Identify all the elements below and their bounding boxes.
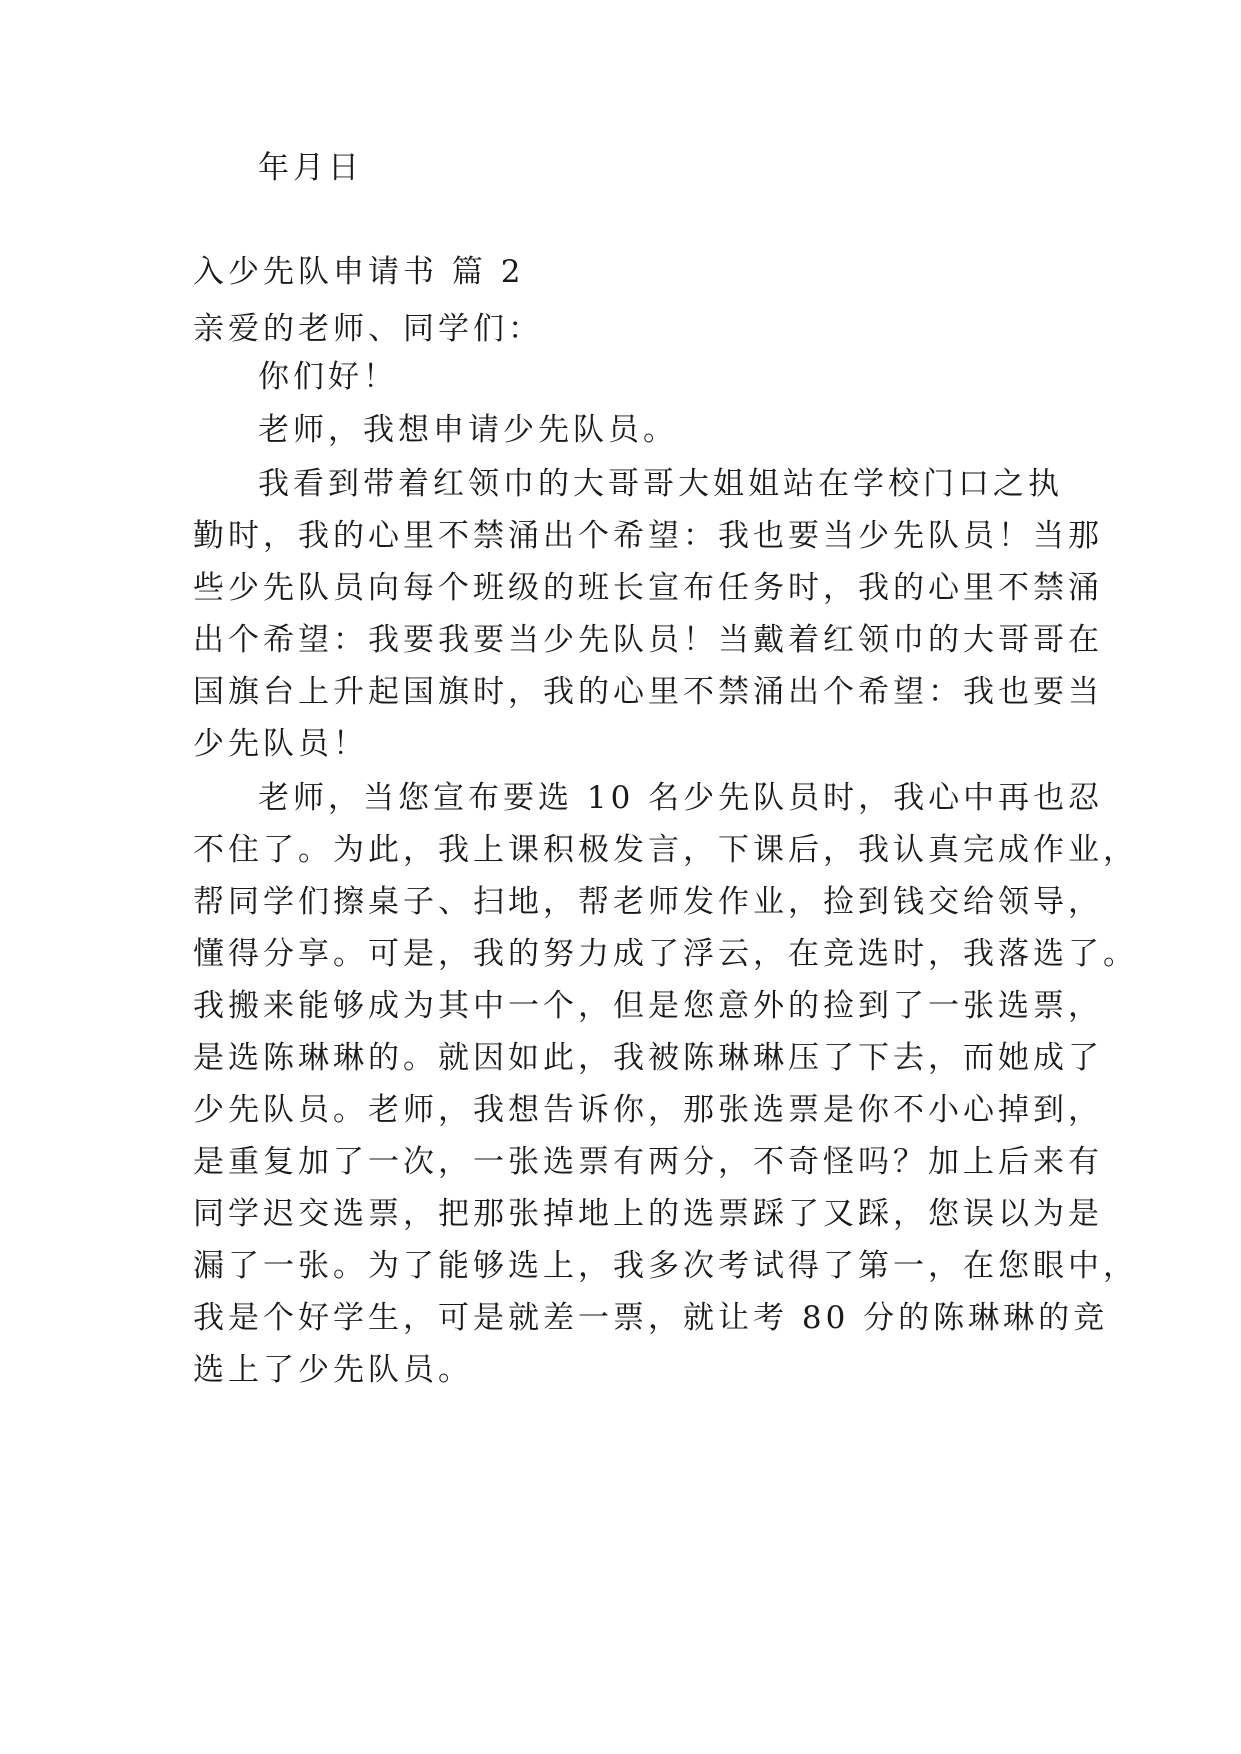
paragraph-line: 我看到带着红领巾的大哥哥大姐姐站在学校门口之执 (258, 466, 1063, 502)
paragraph-line: 出个希望：我要我要当少先队员！当戴着红领巾的大哥哥在 (193, 622, 1103, 658)
paragraph-line: 选上了少先队员。 (193, 1352, 473, 1388)
date-line: 年月日 (258, 150, 363, 186)
paragraph-1: 老师，我想申请少先队员。 (258, 412, 678, 448)
paragraph-line: 懂得分享。可是，我的努力成了浮云，在竞选时，我落选了。 (193, 936, 1138, 972)
paragraph-line: 国旗台上升起国旗时，我的心里不禁涌出个希望：我也要当 (193, 674, 1103, 710)
paragraph-line: 少先队员。老师，我想告诉你，那张选票是你不小心掉到， (193, 1092, 1103, 1128)
paragraph-line: 些少先队员向每个班级的班长宣布任务时，我的心里不禁涌 (193, 570, 1103, 606)
paragraph-line: 我是个好学生，可是就差一票，就让考 80 分的陈琳琳的竞 (193, 1300, 1109, 1336)
salutation: 亲爱的老师、同学们： (193, 311, 543, 347)
paragraph-line: 帮同学们擦桌子、扫地，帮老师发作业，捡到钱交给领导， (193, 884, 1103, 920)
paragraph-line: 老师，当您宣布要选 10 名少先队员时，我心中再也忍 (258, 780, 1104, 816)
paragraph-line: 漏了一张。为了能够选上，我多次考试得了第一，在您眼中， (193, 1248, 1138, 1284)
paragraph-line: 不住了。为此，我上课积极发言，下课后，我认真完成作业， (193, 832, 1138, 868)
paragraph-line: 同学迟交选票，把那张掉地上的选票踩了又踩，您误以为是 (193, 1196, 1103, 1232)
paragraph-line: 是选陈琳琳的。就因如此，我被陈琳琳压了下去，而她成了 (193, 1040, 1103, 1076)
paragraph-line: 少先队员！ (193, 726, 368, 762)
paragraph-line: 我搬来能够成为其中一个，但是您意外的捡到了一张选票， (193, 988, 1103, 1024)
greeting: 你们好！ (258, 359, 398, 395)
paragraph-line: 勤时，我的心里不禁涌出个希望：我也要当少先队员！当那 (193, 518, 1103, 554)
section-heading: 入少先队申请书 篇 2 (193, 254, 525, 290)
paragraph-line: 是重复加了一次，一张选票有两分，不奇怪吗？加上后来有 (193, 1144, 1103, 1180)
